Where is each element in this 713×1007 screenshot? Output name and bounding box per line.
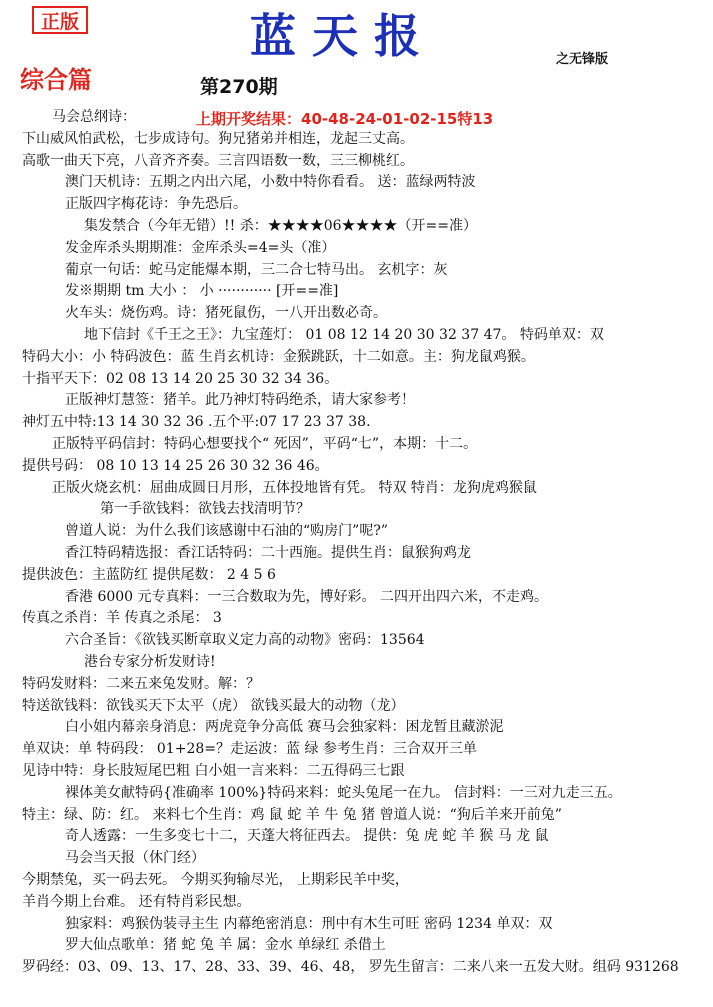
text-line: 澳门天机诗：五期之内出六尾，小数中特你看看。 送：蓝绿两特波 <box>65 174 476 191</box>
text-line: 发※期期 tm 大小 ： 小 ············ [开==准] <box>65 283 339 300</box>
text-line: 特主：绿、防：红。 来料七个生肖：鸡 鼠 蛇 羊 牛 兔 猪 曾道人说：“狗后羊来开前兔” <box>22 806 562 823</box>
text-line: 特送欲钱料：欲钱买天下太平（虎） 欲钱买最大的动物（龙） <box>22 697 405 714</box>
text-line: 葡京一句话：蛇马定能爆本期，三二合七特马出。 玄机字：灰 <box>65 261 448 278</box>
text-line: 第一手欲钱料：欲钱去找清明节？ <box>100 501 310 518</box>
text-line: 神灯五中特:13 14 30 32 36 .五个平:07 17 23 37 38. <box>22 414 371 431</box>
text-line: 火车头：烧伤鸡。诗：猪死鼠伤，一八开出数必奇。 <box>65 305 387 322</box>
text-line: 下山威风怕武松，七步成诗句。狗兄猪弟并相连，龙起三丈高。 <box>22 130 414 147</box>
text-line: 单双诀：单 特码段： 01+28=？走运波：蓝 绿 参考生肖：三合双开三单 <box>22 741 477 758</box>
text-line: 今期禁兔，买一码去死。 今期买狗输尽光， 上期彩民羊中奖， <box>22 872 409 888</box>
text-line: 正版神灯慧签：猪羊。此乃神灯特码绝杀，请大家参考！ <box>65 392 415 409</box>
last-draw-result: 上期开奖结果：40-48-24-01-02-15特13 <box>196 110 494 128</box>
text-line: 特码大小：小 特码波色：蓝 生肖玄机诗：金猴跳跃，十二如意。主：狗龙鼠鸡猴。 <box>22 348 535 365</box>
edition-subtitle: 之无锋版 <box>556 52 609 67</box>
text-line: 正版四字梅花诗：争先恐后。 <box>65 196 247 213</box>
text-line: 特码发财料：二来五来兔发财。解：？ <box>22 675 260 692</box>
newspaper-title: 蓝天报 <box>250 9 436 63</box>
text-line: 十指平天下：02 08 13 14 20 25 30 32 34 36。 <box>22 370 339 387</box>
text-line: 传真之杀肖：羊 传真之杀尾： 3 <box>22 610 222 627</box>
text-line: 马会当天报（休门经） <box>65 850 205 867</box>
text-line: 奇人透露：一生多变七十二，天蓬大将征西去。 提供：兔 虎 蛇 羊 猴 马 龙 鼠 <box>65 828 549 845</box>
text-line: 罗码经：03、09、13、17、28、33、39、46、48， 罗先生留言：二来八来一五发大财。组码 931268 <box>22 959 679 976</box>
text-line: 独家料：鸡猴伪装寻主生 内幕绝密消息：刑中有木生可旺 密码 1234 单双：双 <box>65 915 553 932</box>
text-line: 香港 6000 元专真料：一三合数取为先，博好彩。 二四开出四六米，不走鸡。 <box>65 588 548 605</box>
text-line: 港台专家分析发财诗! <box>84 654 216 670</box>
text-line: 正版特平码信封：特码心想要找个“ 死因”，平码“七”，本期：十二。 <box>52 436 478 452</box>
text-line: 见诗中特：身长肢短尾巴粗 白小姐一言来料：二五得码三七跟 <box>22 763 405 779</box>
text-line: 罗大仙点歌单：猪 蛇 兔 羊 属：金水 单绿红 杀借土 <box>65 937 386 954</box>
text-line: 白小姐内幕亲身消息：两虎竞争分高低 赛马会独家料：困龙暂且藏淤泥 <box>65 719 504 736</box>
text-line: 地下信封《千王之王》：九宝莲灯： 01 08 12 14 20 30 32 37 47。 特码单双：双 <box>84 327 604 343</box>
text-line: 裸体美女献特码{准确率 100%}特码来料：蛇头兔尾一在九。 信封料：一三对九走三五。 <box>65 784 622 801</box>
text-line: 羊肖今期上台难。 还有特肖彩民想。 <box>22 893 251 910</box>
text-line: 马会总纲诗： <box>52 109 136 125</box>
text-line: 提供号码： 08 10 13 14 25 26 30 32 36 46。 <box>22 457 329 474</box>
text-line: 高歌一曲天下亮，八音齐齐奏。三言四语数一数，三三柳桃红。 <box>22 152 414 169</box>
text-line: 曾道人说：为什么我们该感谢中石油的“购房门”呢?” <box>65 523 388 540</box>
text-line: 六合圣旨：《欲钱买断章取义定力高的动物》密码：13564 <box>65 632 425 649</box>
section-heading: 综合篇 <box>20 65 92 94</box>
version-badge: 正版 <box>32 6 88 34</box>
issue-number: 第270期 <box>200 76 278 98</box>
text-line: 提供波色：主蓝防红 提供尾数： 2 4 5 6 <box>22 566 276 583</box>
text-line: 集发禁合（今年无错）!! 杀：★★★★06★★★★（开==准） <box>84 218 477 234</box>
text-line: 正版火烧玄机：屈曲成圆日月形，五体投地皆有凭。 特双 特肖：龙狗虎鸡猴鼠 <box>52 479 537 496</box>
text-line: 发金库杀头期期准：金库杀头=4=头（准） <box>65 239 336 256</box>
text-line: 香江特码精选报：香江话特码：二十西施。提供生肖：鼠猴狗鸡龙 <box>65 545 471 561</box>
